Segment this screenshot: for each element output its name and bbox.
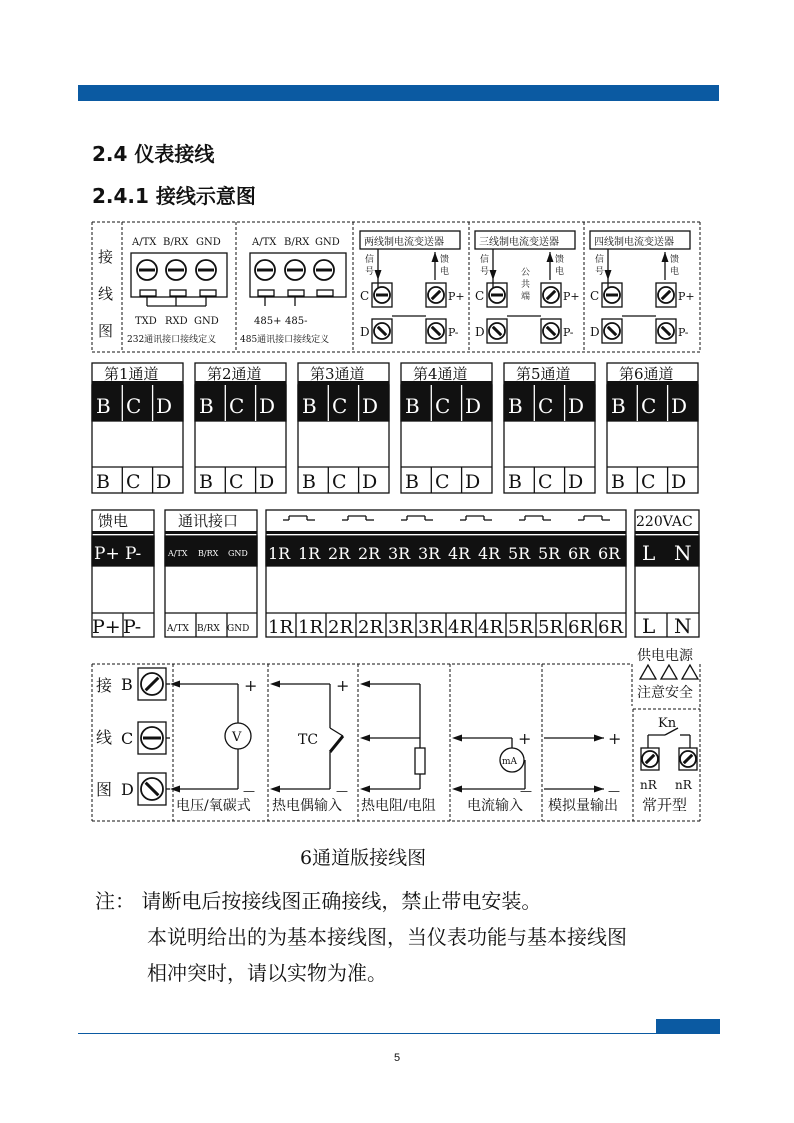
channel-terminal-bottom: C [641,471,656,493]
relay-terminal-bottom: 5R [508,617,534,638]
channel-terminal-top: C [641,394,657,418]
comm232-bottom-label: RXD [165,316,188,327]
resistor-icon [415,748,425,774]
channel-terminal-top: B [405,394,420,418]
channel-terminal-bottom: B [199,471,213,493]
comm-terminal-top: B/RX [198,549,219,558]
note-line-3: 相冲突时，请以实物为准。 [147,961,387,985]
relay-type-label: 常开型 [642,796,688,814]
channel-terminal-top: C [126,394,142,418]
terminal-C-label: C [590,289,600,303]
comm232-bottom-label: GND [194,316,219,327]
comm-terminal-bottom: A/TX [167,624,189,634]
channel-terminal-bottom: D [568,471,584,493]
bottom-side-label-char: 线 [96,728,113,747]
channel-terminal-bottom: B [611,471,625,493]
terminal-slot [258,290,274,296]
arrow-left-icon [452,786,462,793]
relay-terminal-bottom: 1R [298,617,324,638]
terminal-slot [170,290,186,296]
channel-terminal-top: D [156,394,173,418]
feed-label: 馈 [670,255,680,265]
comm485-definition: 485通讯接口接线定义 [240,335,330,345]
page-number: 5 [393,1052,401,1064]
power-terminal-bottom: L [642,614,656,638]
channel-title: 第2通道 [207,365,262,383]
channel-terminal-bottom: C [126,471,141,493]
feed-terminal-bottom: P- [123,616,142,638]
relay-terminal-bottom: 2R [358,617,384,638]
channel-terminal-top: B [302,394,317,418]
comm-title: 通讯接口 [178,512,239,530]
signal-label: 信 [480,255,490,265]
terminal-D-label: D [475,325,485,339]
channel-terminal-top: D [671,394,688,418]
terminal-Pminus-label: P- [563,326,574,339]
section-label: 模拟量输出 [548,798,618,814]
comm-terminal-bottom: GND [227,624,250,634]
comm-terminal-bottom: B/RX [197,624,220,634]
terminal-C-label: C [475,289,485,303]
power-terminal-top: L [642,541,656,565]
transmitter-title: 两线制电流变送器 [364,237,444,248]
bottom-side-label-char: 接 [96,676,113,695]
channel-terminal-bottom: B [96,471,110,493]
section-label: 热电偶输入 [272,798,342,814]
side-label-char: 线 [98,285,114,303]
section-label: 电压/氧碳式 [176,798,251,814]
channel-terminal-bottom: C [229,471,244,493]
arrow-left-icon [360,786,370,793]
wire [330,728,343,736]
channel-terminal-top: D [465,394,482,418]
common-label: 端 [521,292,531,302]
relay-terminal-bottom: 4R [478,617,504,638]
feed-title: 馈电 [98,512,129,530]
arrow-right-icon [594,786,604,793]
transmitter-title: 三线制电流变送器 [479,237,559,248]
feed-label: 电 [670,267,680,277]
bottom-terminal-label: D [121,780,134,799]
voltmeter-label: V [232,730,242,745]
comm232-label: GND [196,237,221,248]
channel-terminal-top: D [362,394,379,418]
arrow-left-icon [452,735,462,742]
power-title-bar [635,531,699,534]
footer-bar [656,1019,720,1034]
relay-terminal-label: nR [640,778,657,792]
feed-label: 电 [440,267,450,277]
channel-terminal-top: B [199,394,214,418]
relay-terminal-top: 3R [418,544,441,563]
section-label: 热电阻/电阻 [361,798,436,814]
channel-terminal-top: D [259,394,276,418]
relay-terminal-top: 5R [538,544,561,563]
channel-terminal-top: C [538,394,554,418]
relay-terminal-top: 4R [448,544,471,563]
relay-terminal-bottom: 5R [538,617,564,638]
channel-title: 第6通道 [619,365,674,383]
terminal-D-label: D [590,325,600,339]
channel-terminal-bottom: D [671,471,687,493]
arrow-down-icon [605,270,612,280]
bottom-terminal-label: C [121,729,134,748]
relay-terminal-bottom: 6R [598,617,624,638]
signal-label: 信 [595,255,605,265]
relay-terminal-top: 6R [598,544,621,563]
feed-label: 电 [555,267,565,277]
relay-terminal-bottom: 3R [388,617,414,638]
arrow-up-icon [432,252,439,262]
channel-title: 第5通道 [516,365,571,383]
terminal-C-label: C [360,289,370,303]
plus-label: + [608,729,622,748]
transmitter-title: 四线制电流变送器 [594,237,674,248]
channel-terminal-bottom: D [259,471,275,493]
comm-terminal-top: GND [228,549,248,558]
channel-terminal-top: C [332,394,348,418]
channel-terminal-top: B [96,394,111,418]
comm-terminal-top: A/TX [168,549,188,558]
arrow-left-icon [270,786,280,793]
arrow-left-icon [270,681,280,688]
channel-title: 第3通道 [310,365,365,383]
comm232-label: B/RX [163,237,189,248]
channel-terminal-top: D [568,394,585,418]
diagram-caption: 6通道版接线图 [300,847,427,869]
feed-label: 馈 [555,255,565,265]
warning-icon [661,665,677,679]
channel-terminal-bottom: C [538,471,553,493]
plus-label: + [244,676,258,695]
plus-label: + [336,676,350,695]
minus-label: — [608,784,620,798]
relay-terminal-bottom: 1R [268,617,294,638]
bottom-terminal-label: B [121,675,133,694]
signal-label: 号 [365,267,375,277]
comm232-label: A/TX [132,237,157,248]
minus-label: — [243,784,255,798]
milliamp-label: mA [502,757,518,767]
subsection-title: 2.4.1 接线示意图 [92,184,256,208]
common-label: 共 [521,280,531,290]
side-label-char: 图 [98,322,114,340]
channel-terminal-bottom: B [508,471,522,493]
channel-terminal-top: C [435,394,451,418]
plus-label: + [518,729,532,748]
channel-terminal-top: B [611,394,626,418]
relay-terminal-label: nR [675,778,692,792]
terminal-slot [317,290,333,296]
arrow-left-icon [360,735,370,742]
note-line-2: 本说明给出的为基本接线图，当仪表功能与基本接线图 [147,925,627,949]
channel-terminal-bottom: C [435,471,450,493]
footer-line [78,1033,656,1034]
channel-terminal-top: B [508,394,523,418]
channel-terminal-bottom: B [405,471,419,493]
terminal-slot [140,290,156,296]
arrow-right-icon [594,735,604,742]
channel-terminal-bottom: D [465,471,481,493]
comm232-definition: 232通讯接口接线定义 [127,335,217,345]
comm485-bottom-label: 485+ [254,316,282,327]
feed-terminal-bottom: P+ [92,616,121,638]
feed-terminal-top: P+ [94,544,120,564]
comm485-label: GND [315,237,340,248]
signal-label: 号 [480,267,490,277]
power-warning-title: 供电电源 [637,648,693,664]
comm485-label: A/TX [252,237,277,248]
channel-terminal-bottom: D [362,471,378,493]
terminal-Pplus-label: P+ [678,290,695,303]
feed-label: 馈 [440,255,450,265]
side-label-char: 接 [98,248,114,266]
section-title: 2.4 仪表接线 [92,142,215,166]
power-warning-text: 注意安全 [637,685,693,701]
terminal-Pminus-label: P- [678,326,689,339]
channel-title: 第4通道 [413,365,468,383]
common-label: 公 [521,268,531,278]
arrow-left-icon [170,681,180,688]
channel-terminal-top: C [229,394,245,418]
terminal-slot [200,290,216,296]
note-line-1: 注： 请断电后按接线图正确接线，禁止带电安装。 [95,889,542,913]
arrow-up-icon [662,252,669,262]
channel-terminal-bottom: D [156,471,172,493]
channel-title: 第1通道 [104,365,159,383]
arrow-up-icon [547,252,554,262]
relay-label: Kn [658,716,677,731]
terminal-Pplus-label: P+ [563,290,580,303]
relay-terminal-bottom: 4R [448,617,474,638]
comm485-label: B/RX [284,237,310,248]
relay-terminal-top: 5R [508,544,531,563]
relay-terminal-top: 4R [478,544,501,563]
channel-terminal-bottom: C [332,471,347,493]
relay-terminal-top: 1R [268,544,291,563]
warning-icon [682,665,698,679]
terminal-Pplus-label: P+ [448,290,465,303]
power-terminal-bottom: N [674,614,692,638]
arrow-left-icon [170,786,180,793]
relay-terminal-bottom: 6R [568,617,594,638]
comm232-bottom-label: TXD [135,316,157,327]
tc-label: TC [298,732,319,748]
terminal-D-label: D [360,325,370,339]
feed-terminal-top: P- [125,544,142,564]
relay-terminal-top: 2R [358,544,381,563]
relay-terminal-top: 6R [568,544,591,563]
minus-label: — [520,784,532,798]
minus-label: — [336,784,348,798]
relay-terminal-top: 1R [298,544,321,563]
feed-title-bar [92,531,154,534]
relay-terminal-top: 3R [388,544,411,563]
power-title: 220VAC [636,514,693,530]
terminal-Pminus-label: P- [448,326,459,339]
terminal-slot [288,290,304,296]
bottom-side-label-char: 图 [96,780,113,799]
warning-icon [640,665,656,679]
channel-terminal-bottom: B [302,471,316,493]
relay-terminal-bottom: 2R [328,617,354,638]
comm-title-bar [165,531,257,534]
comm485-bottom-label: 485- [285,316,308,327]
section-label: 电流输入 [467,798,523,814]
arrow-down-icon [490,270,497,280]
relay-title-bar [266,531,626,534]
signal-label: 信 [365,255,375,265]
relay-terminal-top: 2R [328,544,351,563]
power-terminal-top: N [674,541,692,565]
arrow-down-icon [375,270,382,280]
arrow-left-icon [360,681,370,688]
signal-label: 号 [595,267,605,277]
wire [330,736,343,752]
relay-terminal-bottom: 3R [418,617,444,638]
